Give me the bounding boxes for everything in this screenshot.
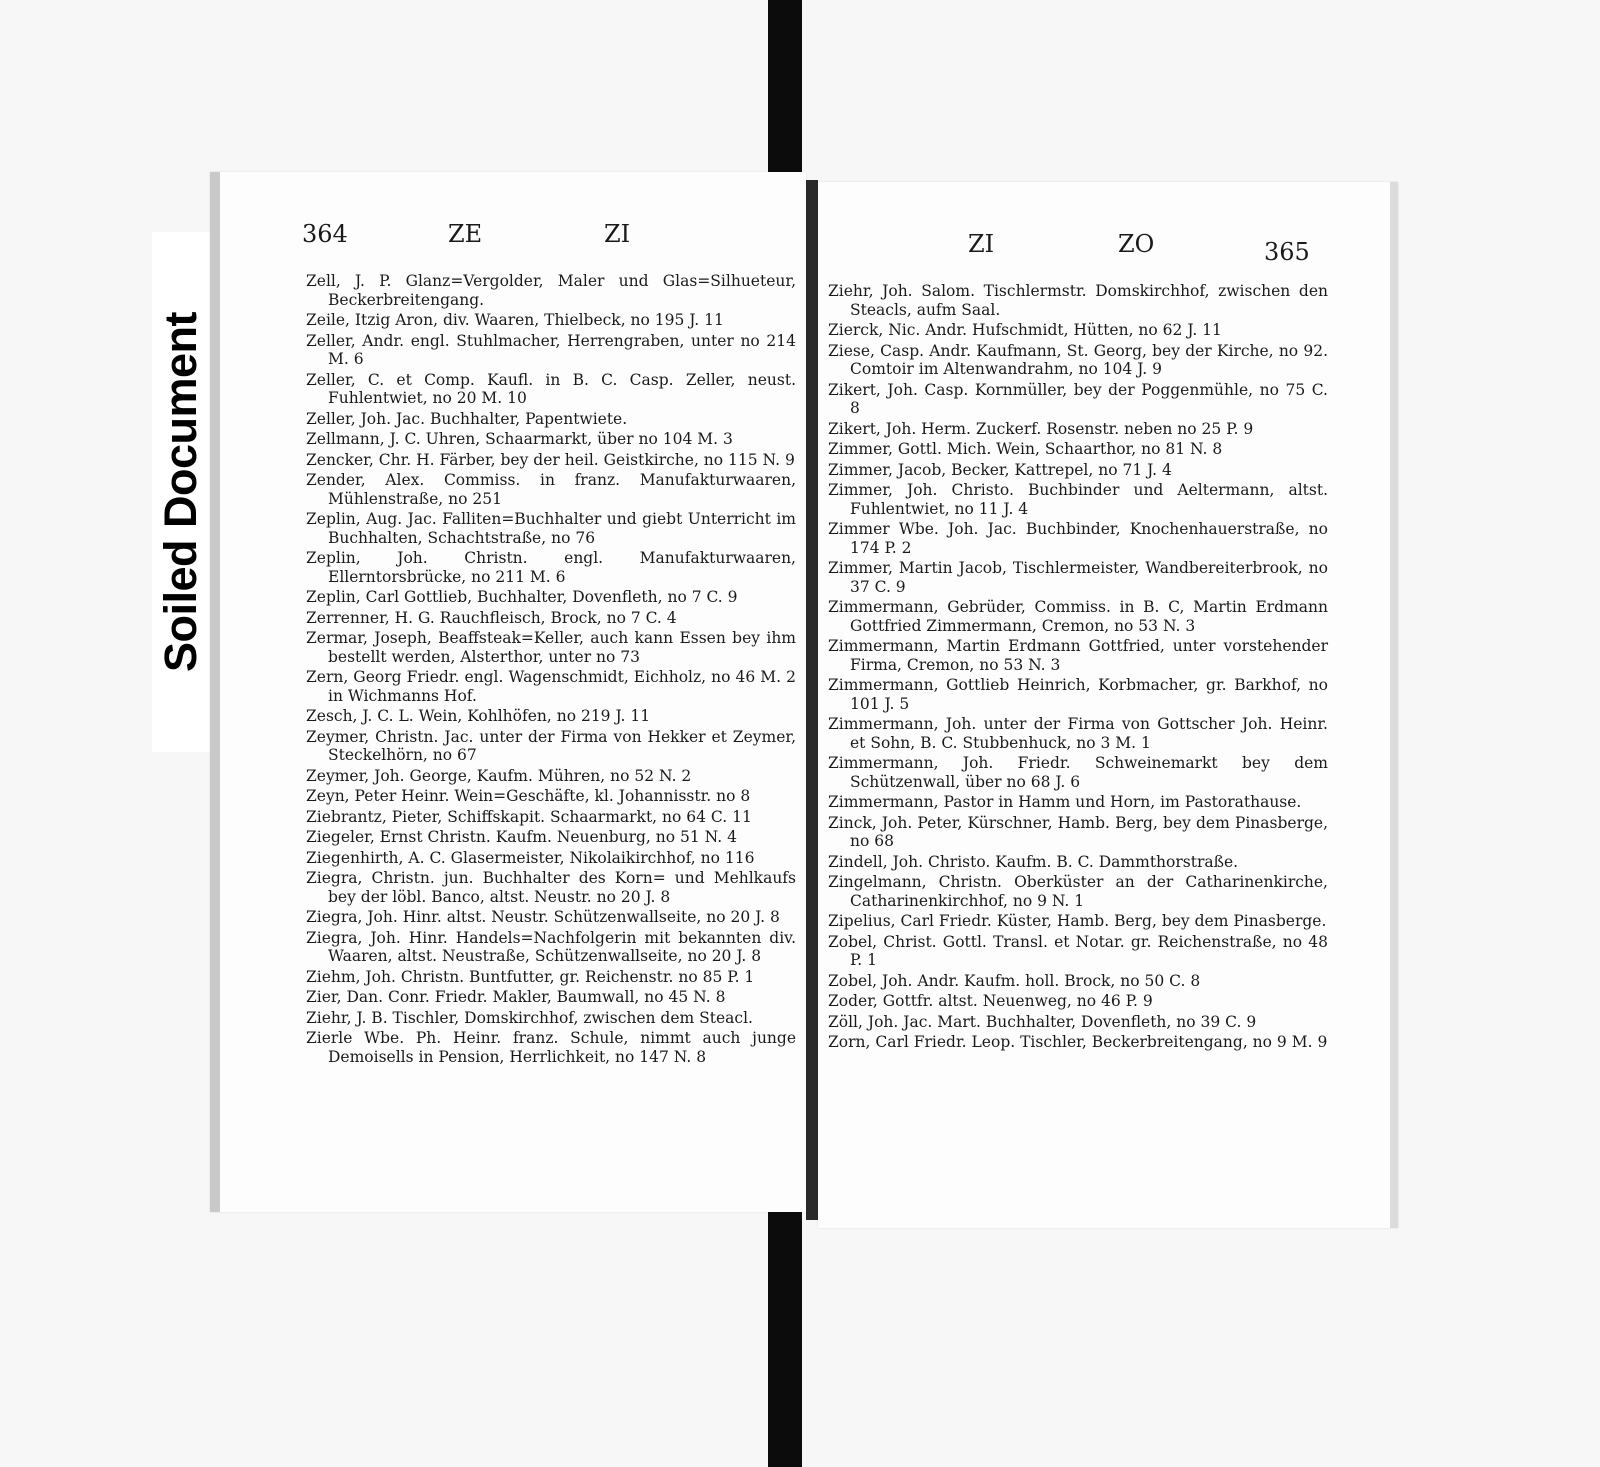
directory-entry: Zeymer, Christn. Jac. unter der Firma von Hekker et Zeymer, Steckelhörn, no 67: [306, 727, 796, 764]
binding-strip-bottom: [768, 1212, 802, 1467]
directory-entry: Zimmermann, Martin Erdmann Gottfried, unter vorstehender Firma, Cremon, no 53 N. 3: [828, 637, 1328, 674]
directory-entry: Zimmermann, Gebrüder, Commiss. in B. C, Martin Erdmann Gottfried Zimmermann, Cremon, no 53 N. 3: [828, 598, 1328, 635]
directory-entry: Ziegeler, Ernst Christn. Kaufm. Neuenburg, no 51 N. 4: [306, 828, 737, 846]
directory-entry: Zeyn, Peter Heinr. Wein=Geschäfte, kl. Johannisstr. no 8: [306, 787, 751, 805]
directory-entry: Zerrenner, H. G. Rauchfleisch, Brock, no 7 C. 4: [306, 608, 677, 627]
left-page: [210, 172, 806, 1212]
left-entry-list: [306, 272, 796, 1068]
directory-entry: Zimmer, Jacob, Becker, Kattrepel, no 71 J. 4: [828, 460, 1172, 479]
directory-entry: Zeller, Andr. engl. Stuhlmacher, Herrengraben, unter no 214 M. 6: [306, 331, 796, 368]
directory-entry: Zender, Alex. Commiss. in franz. Manufakturwaaren, Mühlenstraße, no 251: [306, 471, 796, 508]
directory-entry: Zobel, Christ. Gottl. Transl. et Notar. gr. Reichenstraße, no 48 P. 1: [828, 932, 1328, 969]
directory-entry: Zimmer Wbe. Joh. Jac. Buchbinder, Knochenhauerstraße, no 174 P. 2: [828, 520, 1328, 557]
directory-entry: Zermar, Joseph, Beaffsteak=Keller, auch kann Essen bey ihm bestellt werden, Alsterthor, unter no 73: [306, 629, 796, 666]
directory-entry: Zeller, C. et Comp. Kaufl. in B. C. Casp. Zeller, neust. Fuhlentwiet, no 20 M. 10: [306, 370, 796, 407]
directory-entry: Zinck, Joh. Peter, Kürschner, Hamb. Berg, bey dem Pinasberge, no 68: [828, 813, 1328, 850]
directory-entry: Ziehm, Joh. Christn. Buntfutter, gr. Reichenstr. no 85 P. 1: [306, 967, 755, 986]
directory-entry: Zoder, Gottfr. altst. Neuenweg, no 46 P. 9: [828, 992, 1153, 1010]
directory-entry: Ziebrantz, Pieter, Schiffskapit. Schaarmarkt, no 64 C. 11: [306, 807, 752, 826]
directory-entry: Zesch, J. C. L. Wein, Kohlhöfen, no 219 J. 11: [306, 707, 651, 725]
directory-entry: Zeller, Joh. Jac. Buchhalter, Papentwiete.: [306, 409, 628, 428]
header-letters-left: ZE: [448, 220, 483, 248]
page-number: 364: [302, 220, 348, 248]
directory-entry: Zeplin, Joh. Christn. engl. Manufakturwaaren, Ellerntorsbrücke, no 211 M. 6: [306, 549, 796, 586]
directory-entry: Ziegenhirth, A. C. Glasermeister, Nikolaikirchhof, no 116: [306, 848, 755, 867]
directory-entry: Zierck, Nic. Andr. Hufschmidt, Hütten, no 62 J. 11: [828, 321, 1222, 339]
header-letters-right: ZO: [1118, 230, 1155, 258]
directory-entry: Zimmer, Gottl. Mich. Wein, Schaarthor, no 81 N. 8: [828, 440, 1223, 458]
directory-entry: Ziegra, Christn. jun. Buchhalter des Korn= und Mehlkaufs bey der löbl. Banco, altst. Neustr. no 20 J. 8: [306, 869, 796, 906]
directory-entry: Ziegra, Joh. Hinr. Handels=Nachfolgerin mit bekannten div. Waaren, altst. Neustraße, Schützenwallseite, no 20 J. 8: [306, 928, 796, 965]
directory-entry: Zobel, Joh. Andr. Kaufm. holl. Brock, no 50 C. 8: [828, 971, 1201, 990]
right-entry-list: [828, 282, 1328, 1054]
header-letters-left: ZI: [968, 230, 995, 258]
left-page-header: [220, 220, 806, 260]
directory-entry: Zell, J. P. Glanz=Vergolder, Maler und Glas=Silhueteur, Beckerbreitengang.: [306, 272, 796, 309]
binding-strip-top: [768, 0, 802, 190]
directory-entry: Zimmer, Martin Jacob, Tischlermeister, Wandbereiterbrook, no 37 C. 9: [828, 559, 1328, 596]
directory-entry: Zier, Dan. Conr. Friedr. Makler, Baumwall, no 45 N. 8: [306, 988, 726, 1006]
directory-entry: Zindell, Joh. Christo. Kaufm. B. C. Dammthorstraße.: [828, 852, 1239, 871]
directory-entry: Zeile, Itzig Aron, div. Waaren, Thielbeck, no 195 J. 11: [306, 311, 724, 329]
label-text: Soiled Document: [155, 311, 206, 673]
directory-entry: Zimmer, Joh. Christo. Buchbinder und Aeltermann, altst. Fuhlentwiet, no 11 J. 4: [828, 481, 1328, 518]
right-page: [818, 182, 1398, 1228]
directory-entry: Ziehr, J. B. Tischler, Domskirchhof, zwischen dem Steacl.: [306, 1008, 753, 1027]
directory-entry: Zimmermann, Joh. unter der Firma von Gottscher Joh. Heinr. et Sohn, B. C. Stubbenhuck, no 3 M. 1: [828, 715, 1328, 752]
directory-entry: Zingelmann, Christn. Oberküster an der Catharinenkirche, Catharinenkirchhof, no 9 N. 1: [828, 873, 1328, 910]
book-gutter: [806, 180, 818, 1220]
directory-entry: Zeplin, Aug. Jac. Falliten=Buchhalter und giebt Unterricht im Buchhalten, Schachtstraße, no 76: [306, 510, 796, 547]
page-number: 365: [1264, 238, 1310, 266]
directory-entry: Ziehr, Joh. Salom. Tischlermstr. Domskirchhof, zwischen den Steacls, aufm Saal.: [828, 282, 1328, 319]
directory-entry: Zeymer, Joh. George, Kaufm. Mühren, no 52 N. 2: [306, 766, 692, 785]
directory-entry: Zorn, Carl Friedr. Leop. Tischler, Beckerbreitengang, no 9 M. 9: [828, 1033, 1328, 1051]
directory-entry: Zimmermann, Joh. Friedr. Schweinemarkt bey dem Schützenwall, über no 68 J. 6: [828, 754, 1328, 791]
right-page-header: [818, 230, 1390, 270]
directory-entry: Ziegra, Joh. Hinr. altst. Neustr. Schützenwallseite, no 20 J. 8: [306, 908, 780, 926]
directory-entry: Zimmermann, Pastor in Hamm und Horn, im Pastorathause.: [828, 793, 1302, 811]
directory-entry: Zencker, Chr. H. Färber, bey der heil. Geistkirche, no 115 N. 9: [306, 450, 795, 469]
directory-entry: Zikert, Joh. Herm. Zuckerf. Rosenstr. neben no 25 P. 9: [828, 419, 1254, 438]
directory-entry: Zipelius, Carl Friedr. Küster, Hamb. Berg, bey dem Pinasberge.: [828, 912, 1327, 930]
directory-entry: Zöll, Joh. Jac. Mart. Buchhalter, Dovenfleth, no 39 C. 9: [828, 1012, 1257, 1031]
directory-entry: Zierle Wbe. Ph. Heinr. franz. Schule, nimmt auch junge Demoisells in Pension, Herrlichkeit, no 147 N. 8: [306, 1029, 796, 1066]
directory-entry: Zellmann, J. C. Uhren, Schaarmarkt, über no 104 M. 3: [306, 430, 733, 448]
header-letters-right: ZI: [604, 220, 631, 248]
soiled-document-label: [152, 232, 211, 752]
directory-entry: Zern, Georg Friedr. engl. Wagenschmidt, Eichholz, no 46 M. 2 in Wichmanns Hof.: [306, 668, 796, 705]
directory-entry: Zeplin, Carl Gottlieb, Buchhalter, Dovenfleth, no 7 C. 9: [306, 588, 738, 606]
directory-entry: Zimmermann, Gottlieb Heinrich, Korbmacher, gr. Barkhof, no 101 J. 5: [828, 676, 1328, 713]
directory-entry: Zikert, Joh. Casp. Kornmüller, bey der Poggenmühle, no 75 C. 8: [828, 380, 1328, 417]
directory-entry: Ziese, Casp. Andr. Kaufmann, St. Georg, bey der Kirche, no 92. Comtoir im Altenwandrahm, no 104 J. 9: [828, 341, 1328, 378]
